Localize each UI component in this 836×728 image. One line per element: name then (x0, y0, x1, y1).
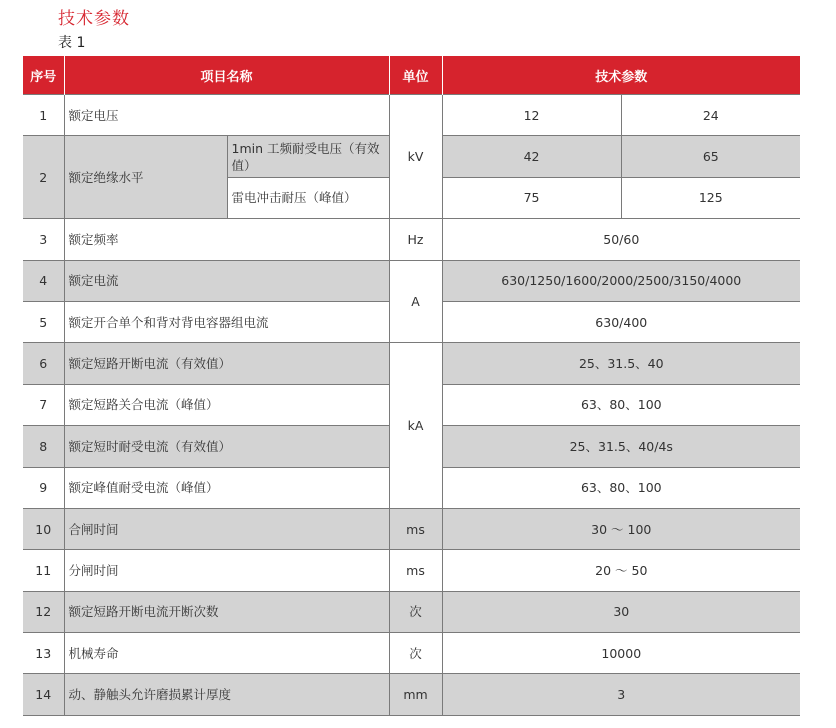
table-row (23, 674, 800, 715)
row-name: 额定开合单个和背对背电容器组电流 (64, 301, 389, 342)
row-unit: ms (389, 550, 442, 591)
row-unit: A (389, 260, 442, 343)
row-no: 7 (23, 384, 64, 425)
row-no: 2 (23, 136, 64, 219)
header-item: 项目名称 (64, 56, 389, 95)
row-name: 分闸时间 (64, 550, 389, 591)
row-no: 8 (23, 426, 64, 467)
spec-table (23, 56, 800, 716)
row-no: 1 (23, 95, 64, 136)
row-value: 30 (442, 591, 800, 632)
row-no: 6 (23, 343, 64, 384)
row-value-12kv: 12 (442, 95, 621, 136)
table-row (23, 633, 800, 674)
row-value: 50/60 (442, 219, 800, 260)
row-unit: 次 (389, 633, 442, 674)
row-no: 11 (23, 550, 64, 591)
row-unit: 次 (389, 591, 442, 632)
table-row (23, 260, 800, 301)
row-no: 14 (23, 674, 64, 715)
row-name: 额定短路开断电流开断次数 (64, 591, 389, 632)
row-value-24kv: 125 (621, 177, 800, 218)
row-value-24kv: 65 (621, 136, 800, 177)
table-row (23, 508, 800, 549)
row-name: 机械寿命 (64, 633, 389, 674)
table-row (23, 95, 800, 136)
row-value: 63、80、100 (442, 384, 800, 425)
header-unit: 单位 (389, 56, 442, 95)
row-unit: kA (389, 343, 442, 509)
table-row (23, 591, 800, 632)
row-value: 20 ～ 50 (442, 550, 800, 591)
row-no: 5 (23, 301, 64, 342)
table-row (23, 550, 800, 591)
row-name: 合闸时间 (64, 508, 389, 549)
header-no: 序号 (23, 56, 64, 95)
row-value: 63、80、100 (442, 467, 800, 508)
row-name: 额定电流 (64, 260, 389, 301)
table-row (23, 343, 800, 384)
row-value: 630/400 (442, 301, 800, 342)
row-value: 3 (442, 674, 800, 715)
row-name: 额定短路关合电流（峰值） (64, 384, 389, 425)
row-name: 额定短路开断电流（有效值） (64, 343, 389, 384)
row-value: 25、31.5、40 (442, 343, 800, 384)
row-unit: ms (389, 508, 442, 549)
table-header-row (23, 56, 800, 95)
row-unit: kV (389, 95, 442, 219)
row-value-24kv: 24 (621, 95, 800, 136)
row-name: 动、静触头允许磨损累计厚度 (64, 674, 389, 715)
row-value: 30 ～ 100 (442, 508, 800, 549)
row-value: 25、31.5、40/4s (442, 426, 800, 467)
row-no: 10 (23, 508, 64, 549)
row-no: 3 (23, 219, 64, 260)
row-value-12kv: 42 (442, 136, 621, 177)
row-subname: 雷电冲击耐压（峰值） (227, 177, 389, 218)
page-heading: 技术参数 (58, 9, 130, 29)
row-name: 额定短时耐受电流（有效值） (64, 426, 389, 467)
row-value: 630/1250/1600/2000/2500/3150/4000 (442, 260, 800, 301)
row-no: 4 (23, 260, 64, 301)
row-no: 9 (23, 467, 64, 508)
row-name: 额定电压 (64, 95, 389, 136)
row-unit: mm (389, 674, 442, 715)
row-no: 13 (23, 633, 64, 674)
table-caption: 表 1 (58, 35, 86, 51)
row-name: 额定绝缘水平 (64, 136, 227, 219)
row-no: 12 (23, 591, 64, 632)
row-name: 额定频率 (64, 219, 389, 260)
table-row (23, 219, 800, 260)
header-value: 技术参数 (442, 56, 800, 95)
row-subname: 1min 工频耐受电压（有效值） (227, 136, 389, 177)
row-name: 额定峰值耐受电流（峰值） (64, 467, 389, 508)
row-value: 10000 (442, 633, 800, 674)
row-value-12kv: 75 (442, 177, 621, 218)
row-unit: Hz (389, 219, 442, 260)
